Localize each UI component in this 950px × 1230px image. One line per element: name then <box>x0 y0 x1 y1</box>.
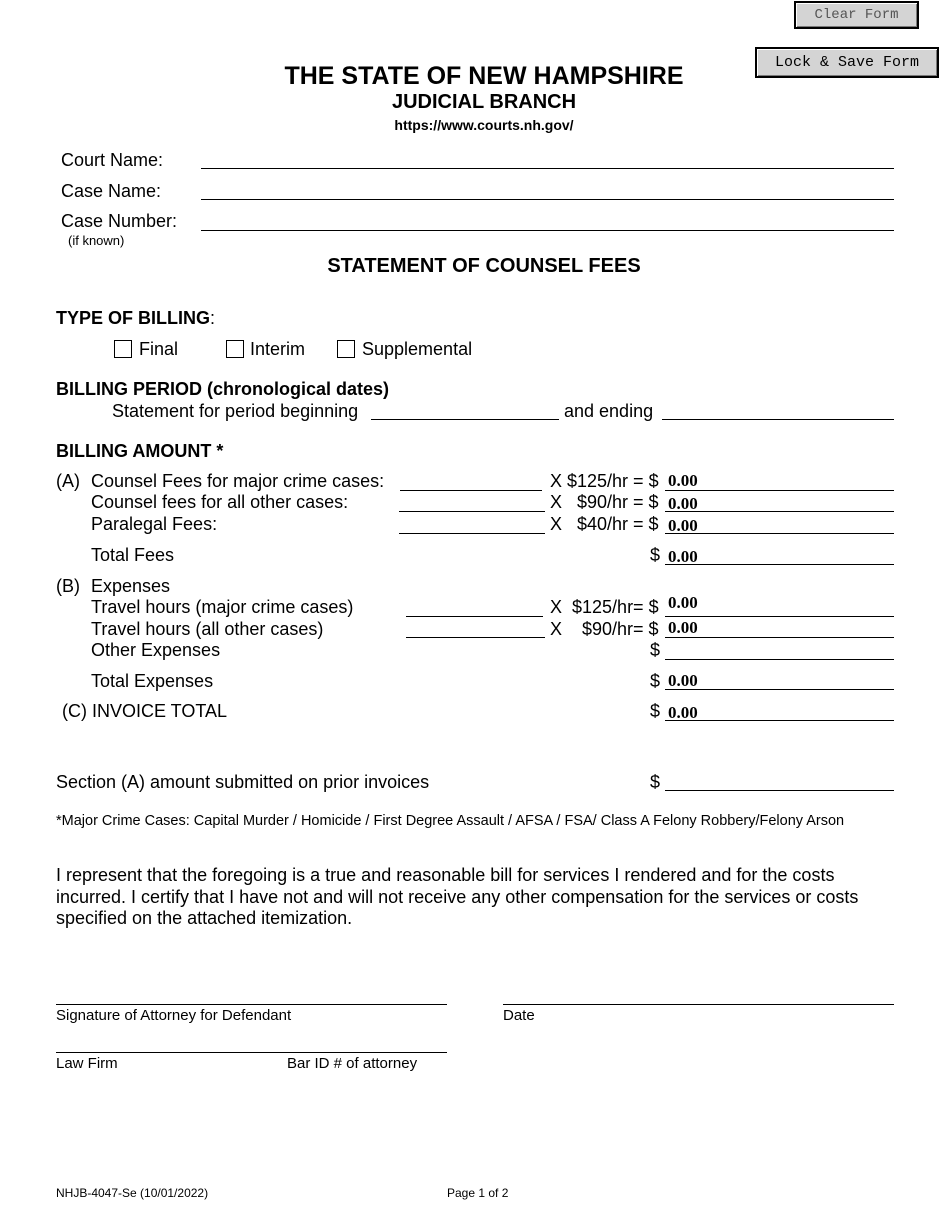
counsel-other-amount-line <box>665 511 894 512</box>
total-fees-amount[interactable]: 0.00 <box>668 547 698 566</box>
counsel-other-amount[interactable]: 0.00 <box>668 494 698 513</box>
other-expenses-label: Other Expenses <box>91 640 221 660</box>
section-b-marker: (B) <box>56 576 80 596</box>
total-fees-line <box>665 564 894 565</box>
interim-label: Interim <box>250 339 306 359</box>
date-line[interactable] <box>503 1004 894 1005</box>
state-title: THE STATE OF NEW HAMPSHIRE <box>284 62 684 90</box>
billing-amount-heading: BILLING AMOUNT * <box>56 441 224 461</box>
invoice-total-amount[interactable]: 0.00 <box>668 703 698 722</box>
section-a-marker: (A) <box>56 471 80 491</box>
court-name-label: Court Name: <box>61 150 164 170</box>
prior-invoices-dollar: $ <box>650 772 661 792</box>
travel-other-label: Travel hours (all other cases) <box>91 619 324 639</box>
paralegal-hours-field[interactable] <box>399 533 545 534</box>
court-name-field[interactable] <box>201 168 894 169</box>
certification-text: I represent that the foregoing is a true and reasonable bill for services I rendered and for the costs incurred. I certify that I have not and will not receive any other compensation for the services or costs specified on the attached itemization. <box>56 865 859 928</box>
court-url: https://www.courts.nh.gov/ <box>394 117 574 133</box>
travel-major-rate: X $125/hr= $ <box>550 597 659 617</box>
branch-title: JUDICIAL BRANCH <box>391 91 577 113</box>
paralegal-amount[interactable]: 0.00 <box>668 516 698 535</box>
total-expenses-line <box>665 689 894 690</box>
case-name-field[interactable] <box>201 199 894 200</box>
total-fees-dollar: $ <box>650 545 661 565</box>
lock-save-form-button[interactable]: Lock & Save Form <box>755 47 939 78</box>
billing-period-heading: BILLING PERIOD (chronological dates) <box>56 379 390 399</box>
invoice-total-line <box>665 720 894 721</box>
travel-other-hours-field[interactable] <box>406 637 545 638</box>
paralegal-amount-line <box>665 533 894 534</box>
type-of-billing-text: TYPE OF BILLING <box>56 308 211 328</box>
travel-major-amount[interactable]: 0.00 <box>668 593 698 612</box>
expenses-label: Expenses <box>91 576 171 596</box>
total-expenses-dollar: $ <box>650 671 661 691</box>
travel-other-amount-line <box>665 637 894 638</box>
form-id: NHJB-4047-Se (10/01/2022) <box>56 1186 209 1200</box>
invoice-total-label: (C) INVOICE TOTAL <box>62 701 228 721</box>
travel-major-label: Travel hours (major crime cases) <box>91 597 354 617</box>
bar-id-label: Bar ID # of attorney <box>287 1055 418 1072</box>
period-ending-field[interactable] <box>662 419 894 420</box>
counsel-major-amount-line <box>665 490 894 491</box>
prior-invoices-field[interactable] <box>665 790 894 791</box>
travel-other-amount[interactable]: 0.00 <box>668 618 698 637</box>
total-expenses-amount[interactable]: 0.00 <box>668 671 698 690</box>
total-expenses-label: Total Expenses <box>91 671 214 691</box>
supplemental-label: Supplemental <box>362 339 473 359</box>
date-label: Date <box>503 1007 535 1024</box>
other-expenses-field[interactable] <box>665 659 894 660</box>
travel-major-hours-field[interactable] <box>406 616 543 617</box>
type-of-billing-heading <box>56 308 215 329</box>
counsel-major-rate: X $125/hr = $ <box>550 471 659 491</box>
total-fees-label: Total Fees <box>91 545 175 565</box>
clear-form-button[interactable]: Clear Form <box>794 1 919 29</box>
period-beginning-label: Statement for period beginning <box>112 401 359 421</box>
case-number-label: Case Number: <box>61 211 178 231</box>
counsel-other-label: Counsel fees for all other cases: <box>91 492 349 512</box>
final-checkbox[interactable] <box>114 340 132 358</box>
signature-label: Signature of Attorney for Defendant <box>56 1007 292 1024</box>
invoice-total-dollar: $ <box>650 701 661 721</box>
supplemental-checkbox[interactable] <box>337 340 355 358</box>
if-known-note: (if known) <box>68 233 125 248</box>
page-number: Page 1 of 2 <box>447 1186 509 1200</box>
law-firm-line[interactable] <box>56 1052 447 1053</box>
paralegal-rate: X $40/hr = $ <box>550 514 659 534</box>
final-label: Final <box>139 339 179 359</box>
counsel-other-hours-field[interactable] <box>399 511 545 512</box>
case-number-field[interactable] <box>201 230 894 231</box>
period-ending-label: and ending <box>564 401 654 421</box>
counsel-major-hours-field[interactable] <box>400 490 542 491</box>
travel-other-rate: X $90/hr= $ <box>550 619 659 639</box>
signature-line[interactable] <box>56 1004 447 1005</box>
paralegal-label: Paralegal Fees: <box>91 514 218 534</box>
other-expenses-dollar: $ <box>650 640 661 660</box>
prior-invoices-label: Section (A) amount submitted on prior invoices <box>56 772 430 792</box>
law-firm-label: Law Firm <box>56 1055 118 1072</box>
travel-major-amount-line <box>665 616 894 617</box>
counsel-other-rate: X $90/hr = $ <box>550 492 659 512</box>
counsel-major-amount[interactable]: 0.00 <box>668 471 698 490</box>
form-title: STATEMENT OF COUNSEL FEES <box>327 255 641 277</box>
major-crime-footnote: *Major Crime Cases: Capital Murder / Homicide / First Degree Assault / AFSA / FSA/ Class A Felony Robbery/Felony Arson <box>56 813 845 829</box>
counsel-major-label: Counsel Fees for major crime cases: <box>91 471 385 491</box>
interim-checkbox[interactable] <box>226 340 244 358</box>
case-name-label: Case Name: <box>61 181 162 201</box>
period-beginning-field[interactable] <box>371 419 559 420</box>
type-of-billing-colon: : <box>210 308 216 328</box>
